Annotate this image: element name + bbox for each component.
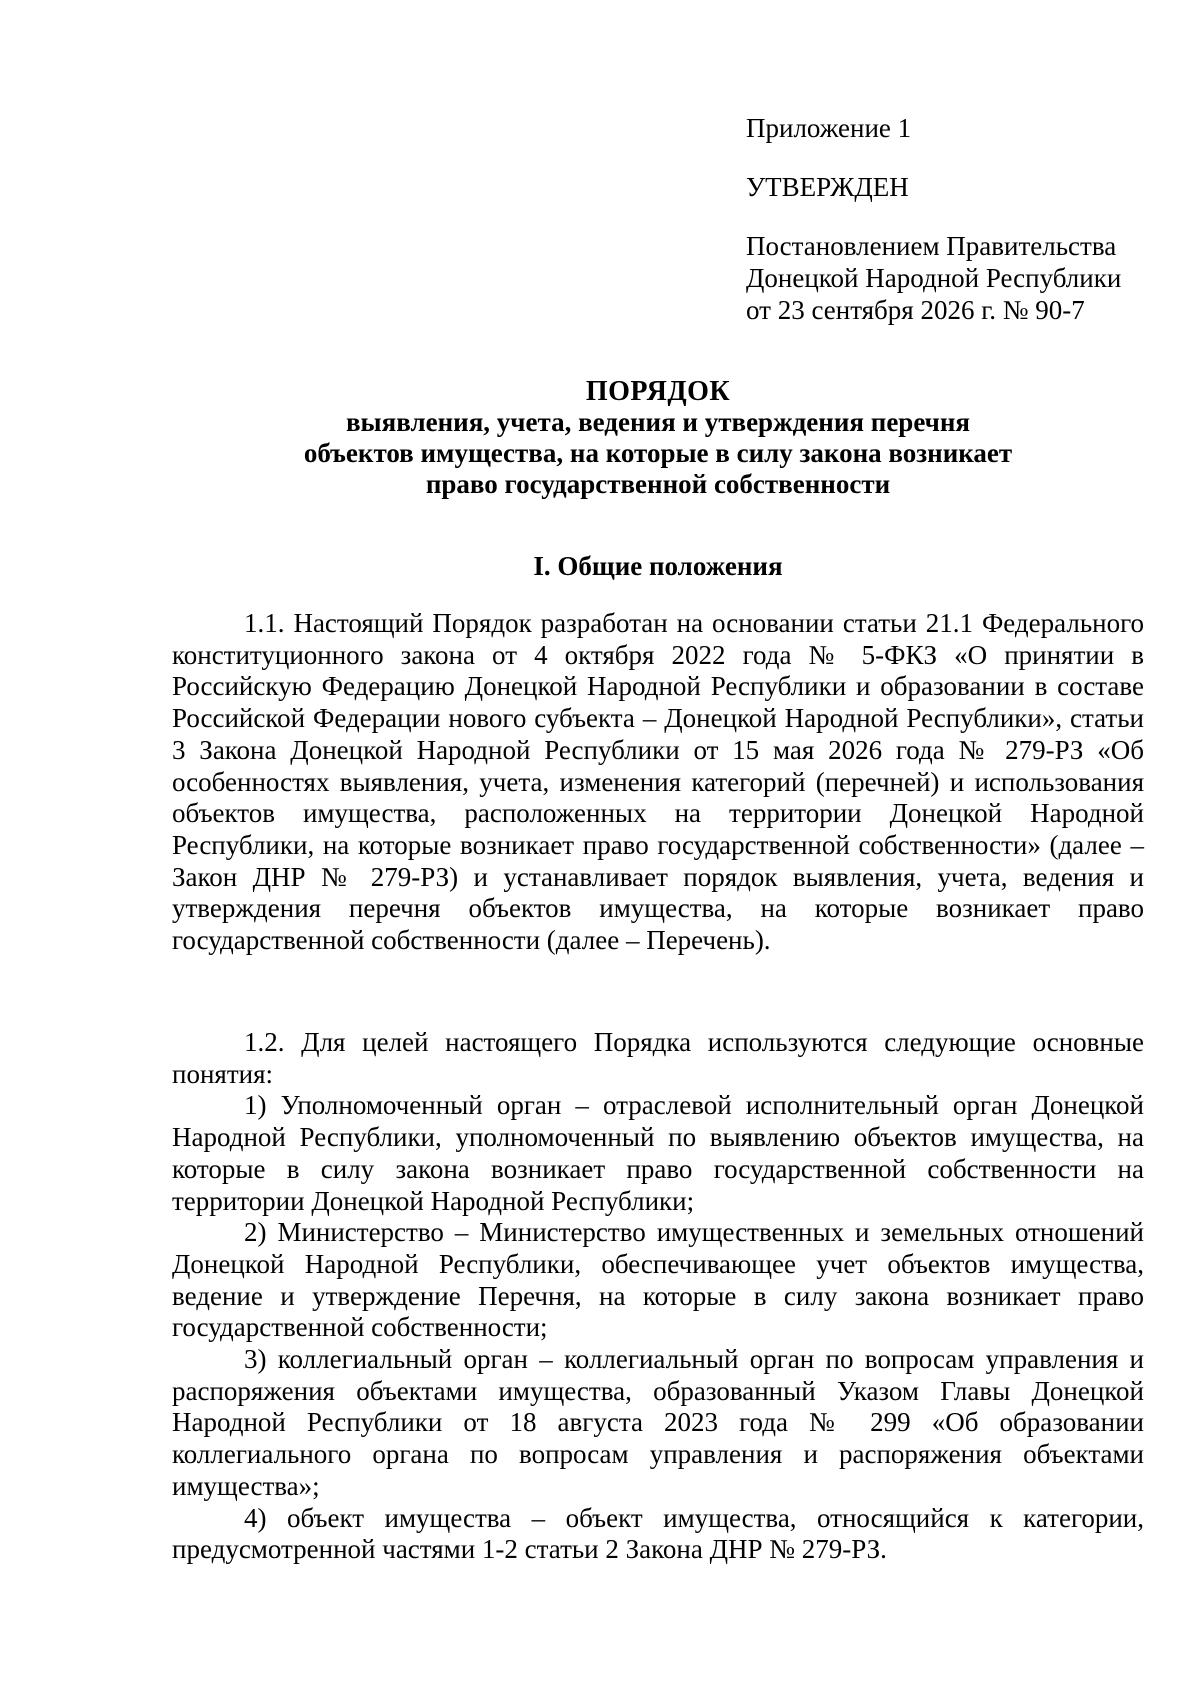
paragraph-1-1-block — [172, 608, 1144, 957]
approved-label: УТВЕРЖДЕН — [746, 172, 909, 202]
section-heading: I. Общие положения — [533, 551, 783, 581]
authority-line-2: Донецкой Народной Республики — [746, 263, 1122, 293]
title-main: ПОРЯДОК — [585, 376, 731, 407]
authority-line-1: Постановлением Правительства — [746, 231, 1117, 261]
authority-line-3: от 23 сентября 2026 г. № 90-7 — [746, 295, 1085, 325]
appendix-label: Приложение 1 — [746, 113, 912, 143]
definition-item-3: 3) коллегиальный орган – коллегиальный орган по вопросам управления и распоряжения объектами имущества, образованный Указом Главы Донецкой Народной Республики от 18 августа 2023 года № 299 «Об образовании коллегиального органа по вопросам управления и распоряжения объектами имущества»; — [172, 1344, 1144, 1501]
paragraph-1-2-block — [172, 1027, 1144, 1566]
paragraph-1-1: 1.1. Настоящий Порядок разработан на основании статьи 21.1 Федерального конституционного закона от 4 октября 2022 года № 5-ФКЗ «О принятии в Российскую Федерацию Донецкой Народной Республики и образовании в составе Российской Федерации нового субъекта – Донецкой Народной Республики», статьи 3 Закона Донецкой Народной Республики от 15 мая 2026 года № 279-РЗ «Об особенностях выявления, учета, изменения категорий (перечней) и использования объектов имущества, расположенных на территории Донецкой Народной Республики, на которые возникает право государственной собственности» (далее – Закон ДНР № 279-РЗ) и устанавливает порядок выявления, учета, ведения и утверждения перечня объектов имущества, на которые возникает право государственной собственности (далее – Перечень). — [172, 608, 1144, 956]
title-line-1: выявления, учета, ведения и утверждения перечня — [345, 407, 971, 437]
definition-item-4: 4) объект имущества – объект имущества, относящийся к категории, предусмотренной частями 1-2 статьи 2 Закона ДНР № 279-РЗ. — [172, 1502, 1144, 1565]
definition-item-1: 1) Уполномоченный орган – отраслевой исполнительный орган Донецкой Народной Республики, уполномоченный по выявлению объектов имущества, на которые в силу закона возникает право государственной собственности на территории Донецкой Народной Республики; — [172, 1090, 1144, 1216]
document-title — [172, 376, 1144, 500]
paragraph-1-2: 1.2. Для целей настоящего Порядка используются следующие основные понятия: — [172, 1027, 1144, 1089]
approval-header — [746, 112, 1166, 326]
definition-item-2: 2) Министерство – Министерство имущественных и земельных отношений Донецкой Народной Республики, обеспечивающее учет объектов имущества, ведение и утверждение Перечня, на которые в силу закона возникает право государственной собственности; — [172, 1217, 1144, 1343]
title-line-3: право государственной собственности — [425, 469, 891, 499]
title-line-2: объектов имущества, на которые в силу закона возникает — [303, 438, 1013, 468]
